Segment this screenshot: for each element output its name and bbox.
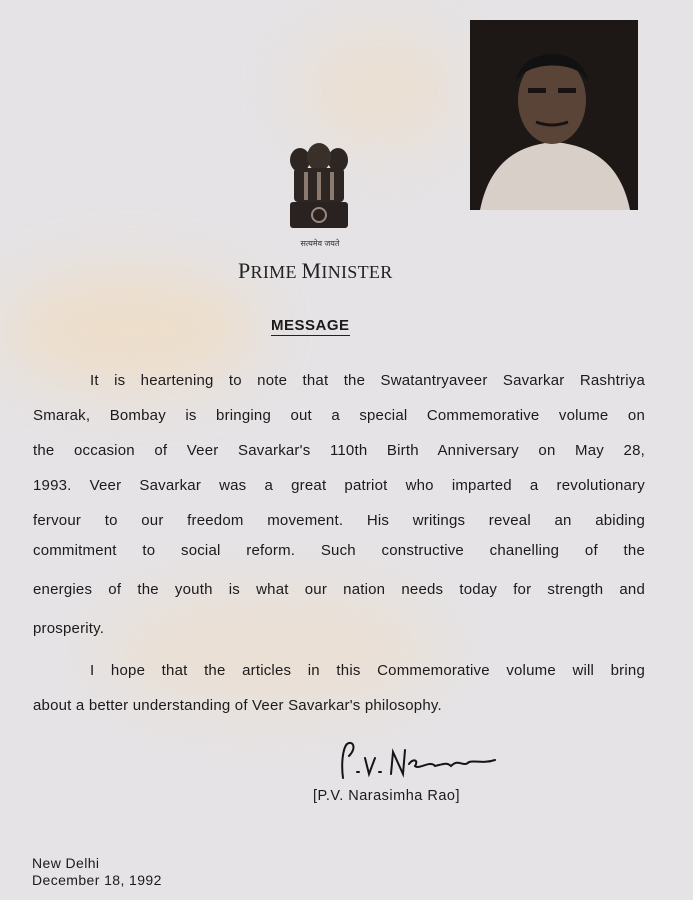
title-initial: P [238, 258, 251, 283]
body-line: fervour to our freedom movement. His writings reveal an abiding [33, 512, 645, 529]
portrait-photo [470, 20, 638, 210]
title-text: INISTER [321, 262, 393, 282]
office-title [238, 258, 393, 284]
body-line: It is heartening to note that the Swatantryaveer Savarkar Rashtriya [90, 372, 645, 389]
body-line: energies of the youth is what our nation needs today for strength and [33, 581, 645, 598]
title-initial: M [301, 258, 322, 283]
handwritten-signature [335, 738, 505, 786]
body-line: commitment to social reform. Such constructive chanelling of the [33, 542, 645, 559]
body-line: prosperity. [33, 620, 105, 637]
place: New Delhi [32, 855, 100, 871]
message-heading: MESSAGE [271, 317, 350, 334]
body-line: Smarak, Bombay is bringing out a special Commemorative volume on [33, 407, 645, 424]
date: December 18, 1992 [32, 872, 162, 888]
title-text: RIME [250, 262, 302, 282]
paper-stain [100, 590, 440, 710]
place-date [32, 855, 162, 889]
paper-stain [300, 30, 460, 150]
signatory-name: [P.V. Narasimha Rao] [313, 788, 461, 804]
body-line: 1993. Veer Savarkar was a great patriot who imparted a revolutionary [33, 477, 645, 494]
body-line: the occasion of Veer Savarkar's 110th Birth Anniversary on May 28, [33, 442, 645, 459]
state-emblem-icon [286, 142, 352, 234]
body-line: I hope that the articles in this Commemorative volume will bring [90, 662, 645, 679]
body-line: about a better understanding of Veer Savarkar's philosophy. [33, 697, 442, 714]
emblem-motto: सत्यमेव जयते [300, 239, 340, 248]
